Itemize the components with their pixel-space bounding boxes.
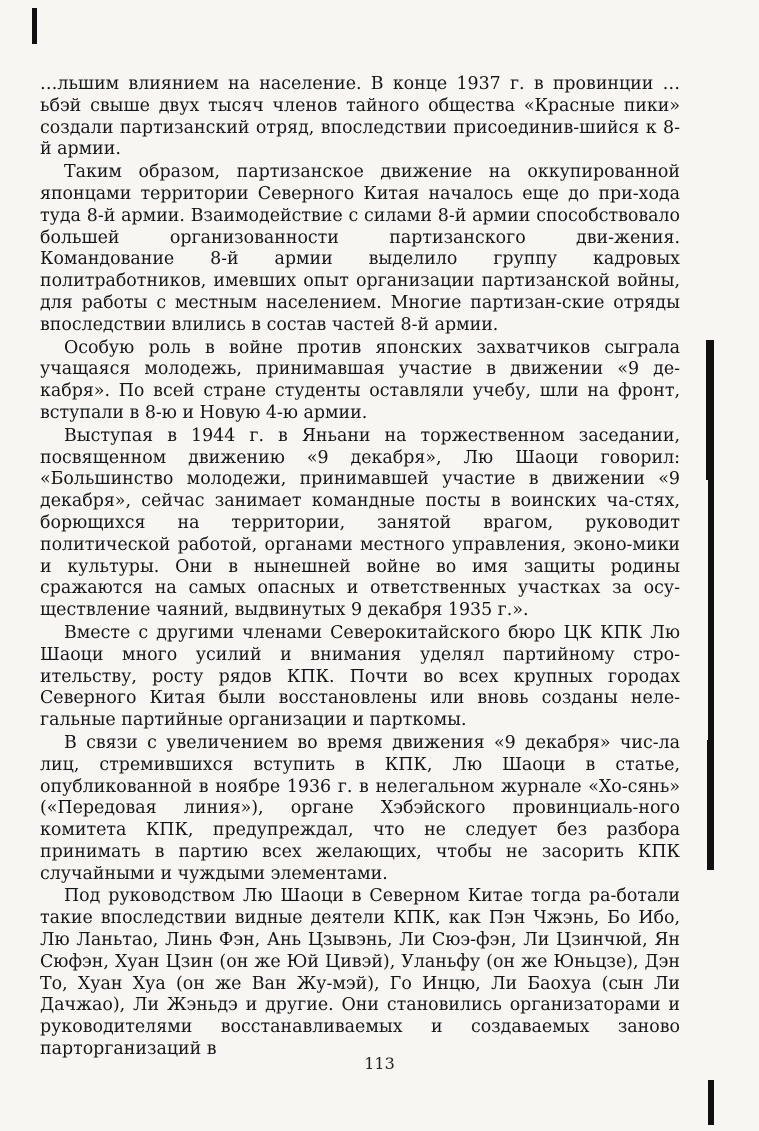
page-number: 113 <box>364 1054 395 1073</box>
paragraph: …льшим влиянием на население. В конце 1937 г. в провинции …ьбэй свыше двух тысяч членов тайного общества «Красные пики» создали партизанский отряд, впоследствии присоединив-шийся к 8-й армии. <box>40 74 680 160</box>
paragraph: В связи с увеличением во время движения «9 декабря» чис-ла лиц, стремившихся вступить в КПК, Лю Шаоци в статье, опубликованной в ноябре 1936 г. в нелегальном журнале «Хо-сянь» («Передовая линия»), органе Хэбэйского провинциаль-ного комитета КПК, предупреждал, что не следует без разбора принимать в партию всех желающих, чтобы не засорить КПК случайными и чуждыми элементами. <box>40 732 680 884</box>
scan-edge-right <box>707 740 714 870</box>
paragraph: Таким образом, партизанское движение на оккупированной японцами территории Северного Китая началось еще до при-хода туда 8-й армии. Взаимодействие с силами 8-й армии способствовало большей организованности партизанского дви-жения. Командование 8-й армии выделило группу кадровых политработников, имевших опыт организации партизанской войны, для работы с местным населением. Многие партизан-ские отряды впоследствии влились в состав частей 8-й армии. <box>40 162 680 335</box>
paragraph: Под руководством Лю Шаоци в Северном Китае тогда ра-ботали такие впоследствии видные деятели КПК, как Пэн Чжэнь, Бо Ибо, Лю Ланьтао, Линь Фэн, Ань Цзывэнь, Ли Сюэ-фэн, Ли Цзинчюй, Ян Сюфэн, Хуан Цзин (он же Юй Цивэй), Уланьфу (он же Юньцзе), Дэн То, Хуан Хуа (он же Ван Жу-мэй), Го Инцю, Ли Баохуа (сын Ли Дачжао), Ли Жэньдэ и другие. Они становились организаторами и руководителями восстанавливаемых и создаваемых заново парторганизаций в <box>40 886 680 1060</box>
paragraph: Выступая в 1944 г. в Яньани на торжественном заседании, посвященном движению «9 декабря», Лю Шаоци говорил: «Большинство молодежи, принимавшей участие в движении «9 декабря», сейчас занимает командные посты в воинских ча-стях, борющихся на территории, занятой врагом, руководит политической работой, органами местного управления, эконо-мики и культуры. Они в нынешней войне во имя защиты родины сражаются на самых опасных и ответственных участках за осу-ществление чаяний, выдвинутых 9 декабря 1935 г.». <box>40 425 680 621</box>
scan-edge-right <box>708 480 714 740</box>
body-text <box>40 74 680 1061</box>
paragraph: Вместе с другими членами Северокитайского бюро ЦК КПК Лю Шаоци много усилий и внимания уделял партийному стро-ительству, росту рядов КПК. Почти во всех крупных городах Северного Китая были восстановлены или вновь созданы неле-гальные партийные организации и парткомы. <box>40 622 680 731</box>
scan-edge-right <box>706 340 714 480</box>
paragraph: Особую роль в войне против японских захватчиков сыграла учащаяся молодежь, принимавшая участие в движении «9 де-кабря». По всей стране студенты оставляли учебу, шли на фронт, вступали в 8-ю и Новую 4-ю армии. <box>40 337 680 423</box>
scan-edge-mark <box>32 8 37 44</box>
scan-edge-right <box>708 1080 714 1125</box>
